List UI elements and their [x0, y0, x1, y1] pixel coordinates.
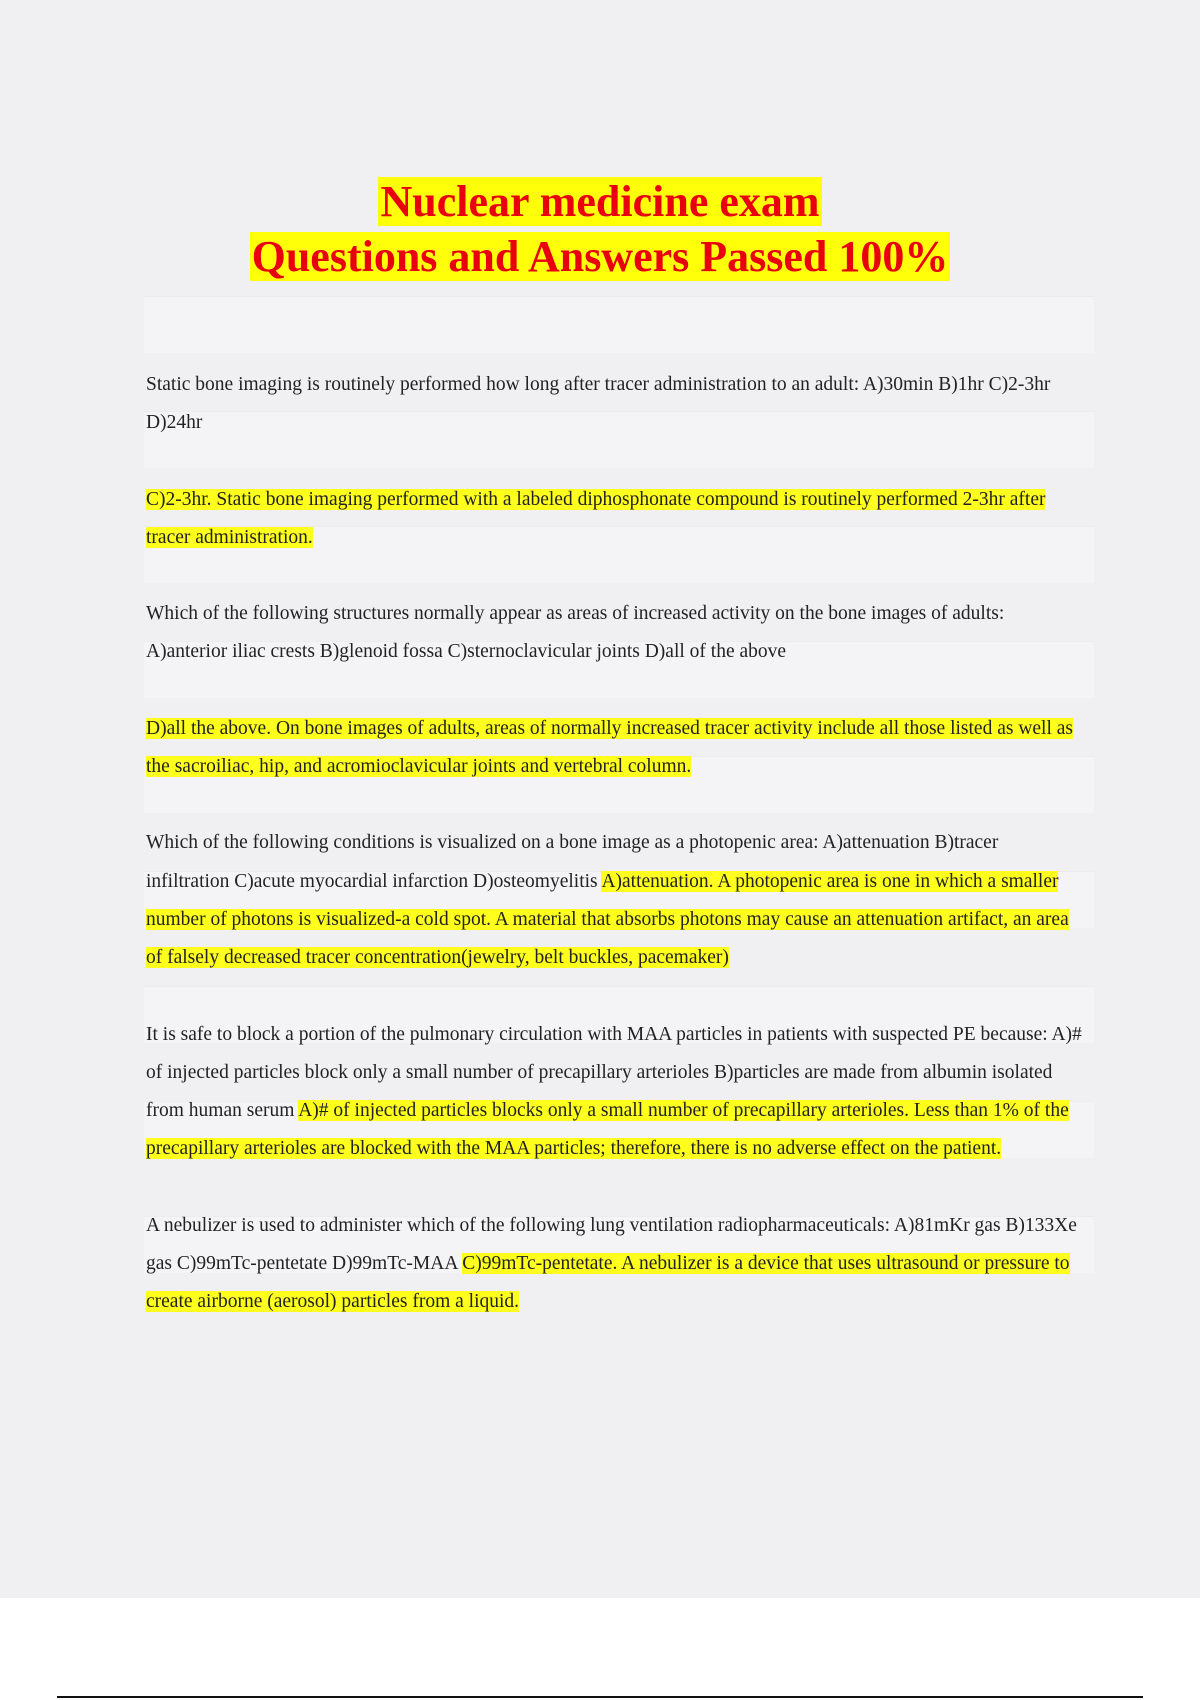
question-5: A nebulizer is used to administer which of the following lung ventilation radiopharmaceuticals: A)81mKr gas B)133Xe gas C)99mTc-pentetate D)99mTc-MAA [146, 1214, 1077, 1275]
answer-1: C)2-3hr. Static bone imaging performed with a labeled diphosphonate compound is routinely performed 2-3hr after tracer administration. [146, 488, 1046, 548]
question-2: Which of the following structures normally appear as areas of increased activity on the bone images of adults: A)anterior iliac crests B)glenoid fossa C)sternoclavicular joints D)all of the above [146, 603, 1005, 663]
title-line-2: Questions and Answers Passed 100% [251, 232, 949, 282]
qa-item-3 [146, 824, 1086, 977]
document-title [0, 174, 1200, 284]
qa-item-5 [146, 1207, 1086, 1322]
qa-item-4 [146, 1016, 1086, 1169]
question-3: Which of the following conditions is visualized on a bone image as a photopenic area: A)attenuation B)tracer infiltration C)acute myocardial infarction D)osteomyelitis [146, 832, 999, 892]
qa-content [146, 366, 1086, 1322]
answer-4: A)# of injected particles blocks only a small number of precapillary arterioles. Less than 1% of the precapillary arterioles are blocked with the MAA particles; therefore, there is no adverse effect on the patient. [146, 1100, 1069, 1160]
answer-1-block [146, 481, 1086, 558]
footer-divider [57, 1696, 1143, 1698]
question-4: It is safe to block a portion of the pulmonary circulation with MAA particles in patients with suspected PE because: A)# of injected particles block only a small number of precapillary arterioles B)particles are made from albumin isolated from human serum [146, 1023, 1082, 1122]
band [144, 296, 1094, 353]
title-line-1: Nuclear medicine exam [380, 177, 820, 227]
answer-5: C)99mTc-pentetate. A nebulizer is a device that uses ultrasound or pressure to create airborne (aerosol) particles from a liquid. [146, 1253, 1070, 1313]
question-1: Static bone imaging is routinely performed how long after tracer administration to an adult: A)30min B)1hr C)2-3hr D)24hr [146, 374, 1051, 434]
answer-2: D)all the above. On bone images of adults, areas of normally increased tracer activity include all those listed as well as the sacroiliac, hip, and acromioclavicular joints and vertebral column. [146, 717, 1074, 778]
answer-2-block [146, 710, 1086, 787]
answer-3: A)attenuation. A photopenic area is one in which a smaller number of photons is visualized-a cold spot. A material that absorbs photons may cause an attenuation artifact, an area of falsely decreased tracer concentration(jewelry, belt buckles, pacemaker) [146, 870, 1069, 969]
